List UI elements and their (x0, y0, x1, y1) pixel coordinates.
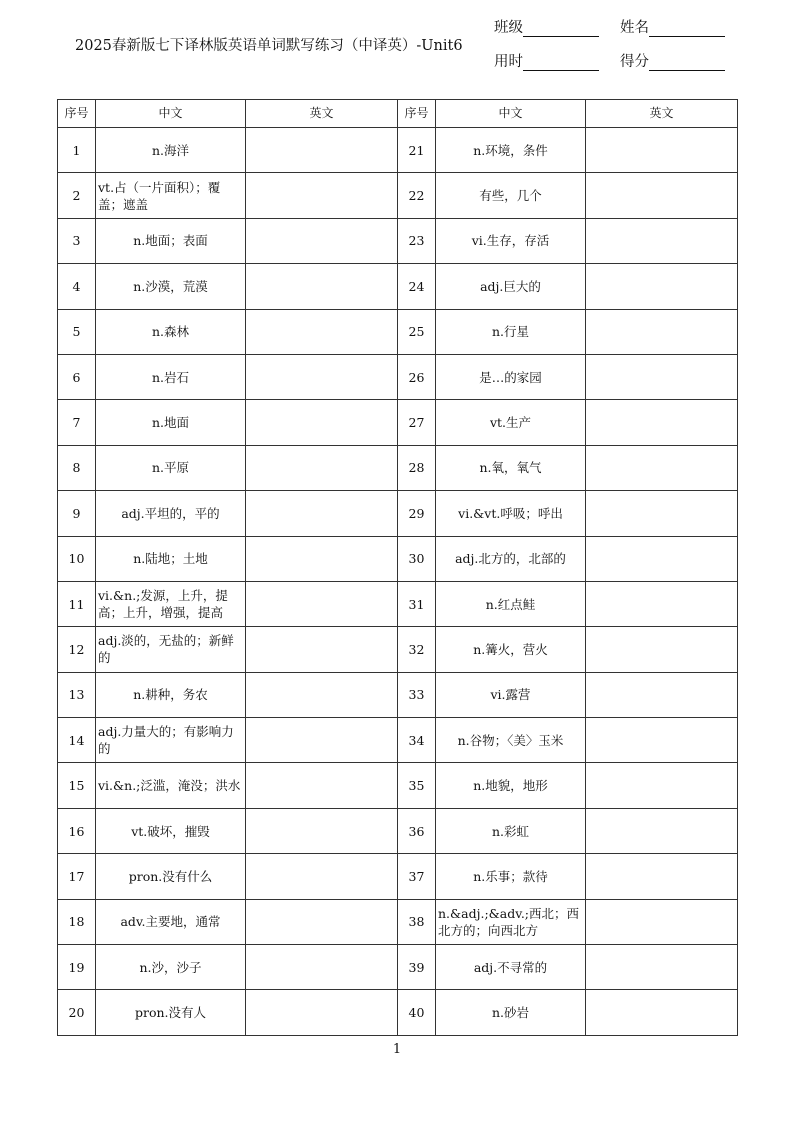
english-answer-cell[interactable] (246, 990, 398, 1035)
table-row (58, 672, 738, 717)
chinese-meaning: n.行星 (436, 309, 586, 354)
chinese-meaning: n.地面 (96, 400, 246, 445)
chinese-meaning: n.岩石 (96, 354, 246, 399)
chinese-meaning: n.乐事；款待 (436, 854, 586, 899)
english-answer-cell[interactable] (246, 945, 398, 990)
english-answer-cell[interactable] (586, 400, 738, 445)
row-number: 1 (58, 128, 96, 173)
header-chinese-right: 中文 (436, 100, 586, 128)
table-row (58, 400, 738, 445)
chinese-meaning: vt.破坏，摧毁 (96, 808, 246, 853)
row-number: 25 (398, 309, 436, 354)
row-number: 26 (398, 354, 436, 399)
chinese-meaning: n.&adj.;&adv.;西北；西北方的；向西北方 (436, 899, 586, 944)
english-answer-cell[interactable] (246, 264, 398, 309)
table-row (58, 627, 738, 672)
table-row (58, 990, 738, 1035)
english-answer-cell[interactable] (246, 218, 398, 263)
english-answer-cell[interactable] (586, 218, 738, 263)
chinese-meaning: n.砂岩 (436, 990, 586, 1035)
english-answer-cell[interactable] (586, 763, 738, 808)
english-answer-cell[interactable] (246, 627, 398, 672)
chinese-meaning: adj.平坦的，平的 (96, 491, 246, 536)
row-number: 30 (398, 536, 436, 581)
english-answer-cell[interactable] (246, 400, 398, 445)
row-number: 13 (58, 672, 96, 717)
table-row (58, 536, 738, 581)
chinese-meaning: n.海洋 (96, 128, 246, 173)
english-answer-cell[interactable] (586, 128, 738, 173)
english-answer-cell[interactable] (586, 854, 738, 899)
name-blank[interactable] (649, 21, 725, 37)
row-number: 17 (58, 854, 96, 899)
row-number: 16 (58, 808, 96, 853)
table-row (58, 491, 738, 536)
row-number: 28 (398, 445, 436, 490)
chinese-meaning: vi.露营 (436, 672, 586, 717)
english-answer-cell[interactable] (586, 990, 738, 1035)
english-answer-cell[interactable] (586, 899, 738, 944)
row-number: 37 (398, 854, 436, 899)
chinese-meaning: vt.占（一片面积）；覆盖；遮盖 (96, 173, 246, 218)
header-chinese-left: 中文 (96, 100, 246, 128)
english-answer-cell[interactable] (246, 854, 398, 899)
row-number: 12 (58, 627, 96, 672)
chinese-meaning: n.沙漠，荒漠 (96, 264, 246, 309)
english-answer-cell[interactable] (586, 264, 738, 309)
english-answer-cell[interactable] (246, 491, 398, 536)
header-english-right: 英文 (586, 100, 738, 128)
name-field (620, 19, 725, 37)
chinese-meaning: n.环境，条件 (436, 128, 586, 173)
row-number: 7 (58, 400, 96, 445)
table-row (58, 854, 738, 899)
english-answer-cell[interactable] (586, 718, 738, 763)
score-field (620, 53, 725, 71)
page-number: 1 (392, 1042, 402, 1057)
english-answer-cell[interactable] (586, 808, 738, 853)
chinese-meaning: n.平原 (96, 445, 246, 490)
english-answer-cell[interactable] (586, 309, 738, 354)
row-number: 32 (398, 627, 436, 672)
chinese-meaning: 有些，几个 (436, 173, 586, 218)
chinese-meaning: n.陆地；土地 (96, 536, 246, 581)
chinese-meaning: n.地貌，地形 (436, 763, 586, 808)
class-blank[interactable] (523, 21, 599, 37)
row-number: 40 (398, 990, 436, 1035)
header-number-left: 序号 (58, 100, 96, 128)
table-row (58, 264, 738, 309)
time-label: 用时 (494, 54, 523, 70)
header-number-right: 序号 (398, 100, 436, 128)
table-row (58, 808, 738, 853)
row-number: 11 (58, 581, 96, 626)
english-answer-cell[interactable] (586, 536, 738, 581)
row-number: 3 (58, 218, 96, 263)
english-answer-cell[interactable] (246, 354, 398, 399)
row-number: 4 (58, 264, 96, 309)
table-header-row (58, 100, 738, 128)
row-number: 21 (398, 128, 436, 173)
english-answer-cell[interactable] (246, 173, 398, 218)
vocabulary-table (57, 99, 738, 1036)
chinese-meaning: adj.北方的，北部的 (436, 536, 586, 581)
english-answer-cell[interactable] (246, 718, 398, 763)
english-answer-cell[interactable] (246, 445, 398, 490)
row-number: 27 (398, 400, 436, 445)
chinese-meaning: pron.没有人 (96, 990, 246, 1035)
chinese-meaning: n.耕种，务农 (96, 672, 246, 717)
english-answer-cell[interactable] (586, 672, 738, 717)
chinese-meaning: n.森林 (96, 309, 246, 354)
english-answer-cell[interactable] (246, 128, 398, 173)
row-number: 35 (398, 763, 436, 808)
class-label: 班级 (494, 20, 523, 36)
chinese-meaning: vt.生产 (436, 400, 586, 445)
header-english-left: 英文 (246, 100, 398, 128)
row-number: 2 (58, 173, 96, 218)
english-answer-cell[interactable] (586, 173, 738, 218)
name-label: 姓名 (620, 20, 649, 36)
table-row (58, 581, 738, 626)
table-row (58, 354, 738, 399)
table-row (58, 445, 738, 490)
score-blank[interactable] (649, 55, 725, 71)
chinese-meaning: vi.生存，存活 (436, 218, 586, 263)
table-row (58, 763, 738, 808)
chinese-meaning: n.地面；表面 (96, 218, 246, 263)
chinese-meaning: pron.没有什么 (96, 854, 246, 899)
chinese-meaning: adj.不寻常的 (436, 945, 586, 990)
english-answer-cell[interactable] (246, 808, 398, 853)
chinese-meaning: adj.力量大的；有影响力的 (96, 718, 246, 763)
chinese-meaning: vi.&vt.呼吸；呼出 (436, 491, 586, 536)
english-answer-cell[interactable] (246, 672, 398, 717)
row-number: 23 (398, 218, 436, 263)
row-number: 14 (58, 718, 96, 763)
row-number: 5 (58, 309, 96, 354)
table-row (58, 218, 738, 263)
table-row (58, 945, 738, 990)
row-number: 8 (58, 445, 96, 490)
english-answer-cell[interactable] (586, 491, 738, 536)
row-number: 39 (398, 945, 436, 990)
row-number: 33 (398, 672, 436, 717)
row-number: 31 (398, 581, 436, 626)
english-answer-cell[interactable] (586, 354, 738, 399)
time-blank[interactable] (523, 55, 599, 71)
row-number: 34 (398, 718, 436, 763)
row-number: 18 (58, 899, 96, 944)
chinese-meaning: n.红点鲑 (436, 581, 586, 626)
worksheet-title: 2025春新版七下译林版英语单词默写练习（中译英）-Unit6 (75, 38, 463, 54)
table-row (58, 309, 738, 354)
table-row (58, 173, 738, 218)
table-row (58, 718, 738, 763)
chinese-meaning: n.谷物；〈美〉玉米 (436, 718, 586, 763)
chinese-meaning: n.氧，氧气 (436, 445, 586, 490)
chinese-meaning: adv.主要地，通常 (96, 899, 246, 944)
english-answer-cell[interactable] (586, 445, 738, 490)
chinese-meaning: n.沙，沙子 (96, 945, 246, 990)
class-field (494, 19, 599, 37)
row-number: 9 (58, 491, 96, 536)
row-number: 36 (398, 808, 436, 853)
row-number: 6 (58, 354, 96, 399)
row-number: 22 (398, 173, 436, 218)
chinese-meaning: n.篝火，营火 (436, 627, 586, 672)
english-answer-cell[interactable] (586, 945, 738, 990)
chinese-meaning: vi.&n.;泛滥，淹没；洪水 (96, 763, 246, 808)
row-number: 24 (398, 264, 436, 309)
score-label: 得分 (620, 54, 649, 70)
chinese-meaning: adj.淡的，无盐的；新鲜的 (96, 627, 246, 672)
table-row (58, 899, 738, 944)
row-number: 19 (58, 945, 96, 990)
row-number: 38 (398, 899, 436, 944)
english-answer-cell[interactable] (246, 899, 398, 944)
english-answer-cell[interactable] (246, 581, 398, 626)
chinese-meaning: 是…的家园 (436, 354, 586, 399)
english-answer-cell[interactable] (246, 763, 398, 808)
english-answer-cell[interactable] (586, 627, 738, 672)
row-number: 15 (58, 763, 96, 808)
english-answer-cell[interactable] (586, 581, 738, 626)
chinese-meaning: adj.巨大的 (436, 264, 586, 309)
row-number: 10 (58, 536, 96, 581)
time-field (494, 53, 599, 71)
row-number: 29 (398, 491, 436, 536)
table-row (58, 128, 738, 173)
chinese-meaning: n.彩虹 (436, 808, 586, 853)
row-number: 20 (58, 990, 96, 1035)
english-answer-cell[interactable] (246, 309, 398, 354)
chinese-meaning: vi.&n.;发源，上升，提高；上升，增强，提高 (96, 581, 246, 626)
english-answer-cell[interactable] (246, 536, 398, 581)
